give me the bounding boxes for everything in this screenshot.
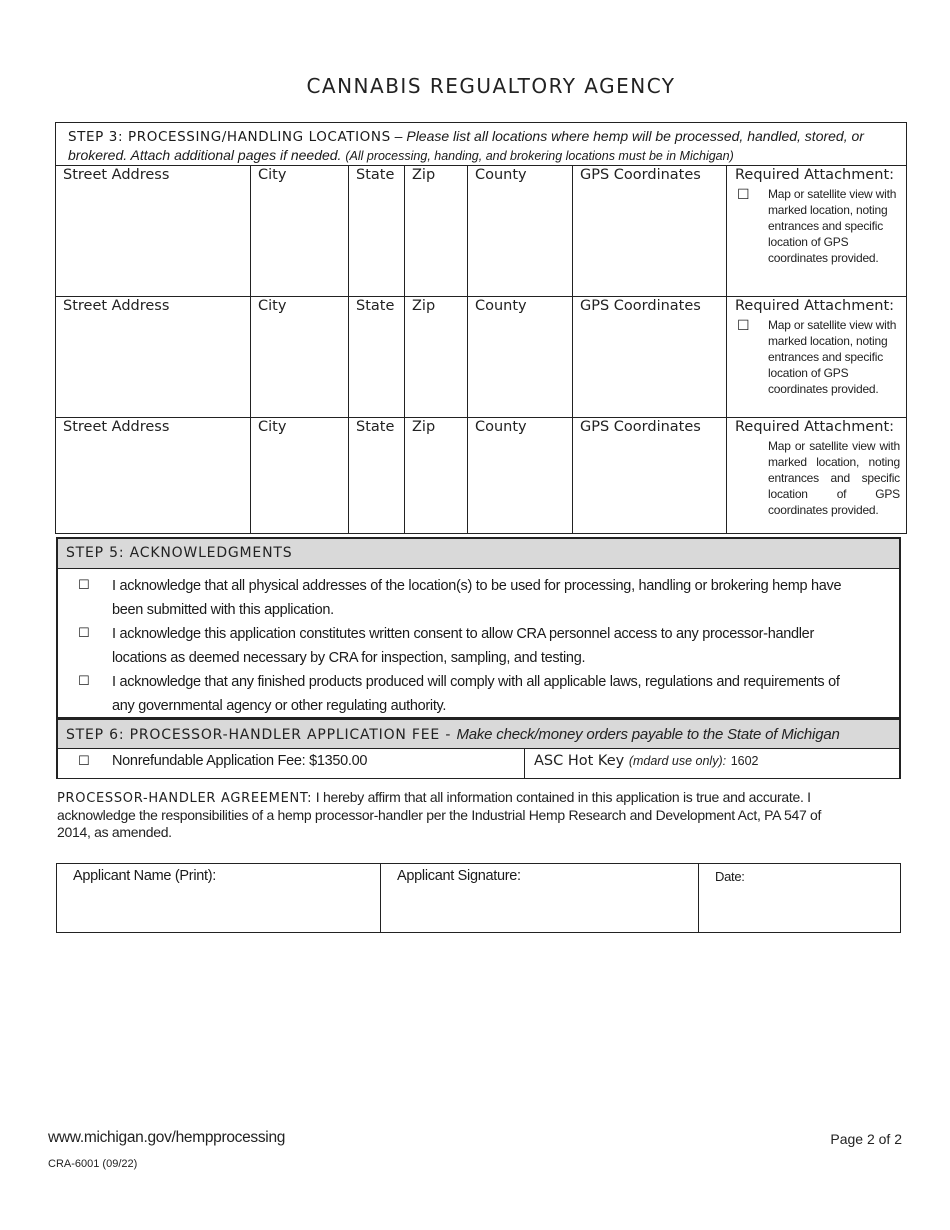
hotkey-cell (534, 753, 759, 769)
required-attachment-label: Required Attachment: (735, 298, 895, 314)
acknowledgment-checkbox-2[interactable]: ☐ (78, 626, 90, 641)
fee-label: Nonrefundable Application Fee: $1350.00 (112, 753, 368, 769)
state-cell[interactable] (349, 166, 405, 296)
page-number: Page 2 of 2 (830, 1131, 902, 1147)
street-address-label: Street Address (63, 167, 170, 183)
date-field[interactable] (699, 864, 900, 932)
applicant-name-label: Applicant Name (Print): (73, 868, 216, 884)
state-label: State (356, 167, 395, 183)
step3-header (56, 123, 906, 166)
fee-row (58, 749, 899, 778)
signature-table (56, 863, 901, 933)
hotkey-label: ASC Hot Key (534, 753, 625, 769)
required-attachment-label: Required Attachment: (735, 419, 895, 435)
county-cell[interactable] (468, 166, 573, 296)
step6-header (58, 719, 899, 749)
acknowledgment-list (58, 569, 899, 718)
county-label: County (475, 298, 527, 314)
city-label: City (258, 419, 287, 435)
hotkey-value: 1602 (730, 754, 759, 768)
acknowledgment-checkbox-3[interactable]: ☐ (78, 674, 90, 689)
attachment-description: Map or satellite view with marked location, noting entrances and specific location of GPS coordinates provided. (768, 318, 897, 396)
street-address-cell[interactable] (56, 418, 251, 534)
county-label: County (475, 419, 527, 435)
acknowledgment-text-3: I acknowledge that any finished products produced will comply with all applicable laws, regulations and requirements of any governmental agency or other regulating authority. (112, 674, 840, 714)
street-address-cell[interactable] (56, 297, 251, 417)
zip-label: Zip (412, 167, 436, 183)
step5-label: STEP 5: ACKNOWLEDGMENTS (58, 539, 899, 569)
date-label: Date: (715, 869, 745, 884)
acknowledgment-text-1: I acknowledge that all physical addresses of the location(s) to be used for processing, handling or brokering hemp have been submitted with this application. (112, 578, 842, 618)
street-address-cell[interactable] (56, 166, 251, 296)
state-cell[interactable] (349, 297, 405, 417)
step3-instruction: Please list all locations where hemp will be processed, handled, stored, or brokered. Attach additional pages if needed. (68, 128, 864, 163)
attachment-checkbox[interactable]: ☐ (737, 318, 750, 334)
acknowledgment-item-2 (58, 622, 899, 670)
location-row-1 (56, 166, 906, 297)
agreement-label: PROCESSOR-HANDLER AGREEMENT: (57, 791, 313, 806)
attachment-description: Map or satellite view with marked location, noting entrances and specific location of GPS coordinates provided. (768, 439, 900, 517)
acknowledgment-item-1 (58, 574, 899, 622)
step3-locations-table (55, 122, 907, 534)
agreement-text: I hereby affirm that all information contained in this application is true and accurate. I acknowledge the responsibilities of a hemp processor-handler per the Industrial Hemp Research and Development Act, PA 547 of 2014, as amended. (57, 789, 822, 840)
agency-title: CANNABIS REGUALTORY AGENCY (306, 74, 676, 98)
zip-label: Zip (412, 419, 436, 435)
footer-url: www.michigan.gov/hempprocessing (48, 1129, 286, 1146)
gps-coordinates-label: GPS Coordinates (580, 167, 701, 183)
step6-application-fee (56, 718, 901, 779)
gps-coordinates-label: GPS Coordinates (580, 419, 701, 435)
attachment-checkbox[interactable]: ☐ (737, 187, 750, 203)
applicant-name-field[interactable] (57, 864, 381, 932)
attachment-description: Map or satellite view with marked location, noting entrances and specific location of GPS coordinates provided. (768, 187, 897, 265)
processor-handler-agreement (57, 789, 857, 841)
step6-separator: - (440, 727, 457, 743)
step3-note: (All processing, handing, and brokering locations must be in Michigan) (345, 149, 734, 163)
county-label: County (475, 167, 527, 183)
applicant-signature-label: Applicant Signature: (397, 868, 521, 884)
gps-coordinates-label: GPS Coordinates (580, 298, 701, 314)
city-label: City (258, 167, 287, 183)
zip-cell[interactable] (405, 297, 468, 417)
location-row-2 (56, 297, 906, 418)
county-cell[interactable] (468, 297, 573, 417)
step3-dash: – (390, 128, 407, 144)
hotkey-note: (mdard use only): (628, 754, 727, 768)
gps-coordinates-cell[interactable] (573, 166, 727, 296)
city-cell[interactable] (251, 418, 349, 534)
zip-cell[interactable] (405, 418, 468, 534)
fee-cell (58, 749, 525, 778)
state-label: State (356, 419, 395, 435)
city-cell[interactable] (251, 297, 349, 417)
city-label: City (258, 298, 287, 314)
fee-checkbox[interactable]: ☐ (78, 754, 90, 769)
acknowledgment-checkbox-1[interactable]: ☐ (78, 578, 90, 593)
applicant-signature-field[interactable] (381, 864, 699, 932)
street-address-label: Street Address (63, 298, 170, 314)
acknowledgment-text-2: I acknowledge this application constitutes written consent to allow CRA personnel access to any processor-handler locations as deemed necessary by CRA for inspection, sampling, and testing. (112, 626, 814, 666)
form-id: CRA-6001 (09/22) (48, 1158, 138, 1170)
step5-acknowledgments (56, 537, 901, 719)
required-attachment-cell (727, 297, 906, 417)
required-attachment-cell (727, 166, 906, 296)
step3-label: STEP 3: PROCESSING/HANDLING LOCATIONS (68, 129, 391, 145)
gps-coordinates-cell[interactable] (573, 297, 727, 417)
required-attachment-label: Required Attachment: (735, 167, 895, 183)
city-cell[interactable] (251, 166, 349, 296)
step6-instruction: Make check/money orders payable to the State of Michigan (456, 726, 840, 743)
zip-cell[interactable] (405, 166, 468, 296)
county-cell[interactable] (468, 418, 573, 534)
gps-coordinates-cell[interactable] (573, 418, 727, 534)
acknowledgment-item-3 (58, 670, 899, 718)
step6-label: STEP 6: PROCESSOR-HANDLER APPLICATION FEE (66, 727, 441, 743)
location-row-3 (56, 418, 906, 534)
zip-label: Zip (412, 298, 436, 314)
state-cell[interactable] (349, 418, 405, 534)
required-attachment-cell (727, 418, 906, 534)
state-label: State (356, 298, 395, 314)
street-address-label: Street Address (63, 419, 170, 435)
